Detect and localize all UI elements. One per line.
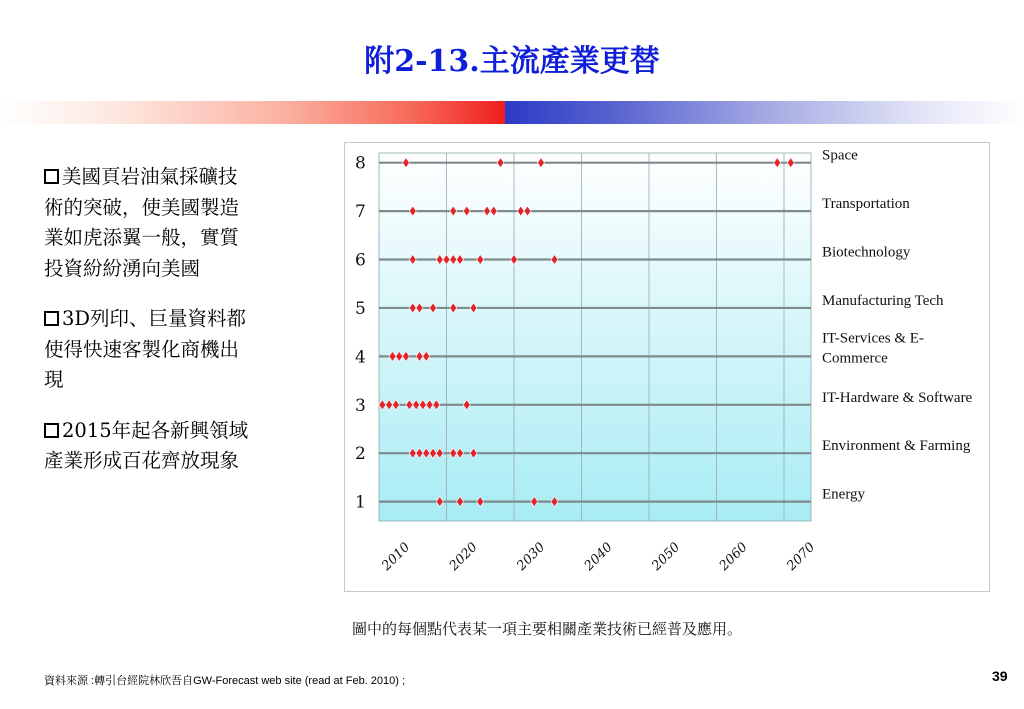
x-tick-label: 2040 (581, 539, 616, 574)
bullet-list (44, 162, 314, 497)
category-label: Biotechnology (822, 244, 911, 261)
x-tick-label: 2060 (716, 539, 751, 574)
page-number: 39 (992, 668, 1008, 684)
bullet-line: 2015年起各新興領域 (62, 418, 249, 442)
category-label: Environment & Farming (822, 438, 971, 455)
bullet-line: 現 (44, 368, 64, 391)
bullet-item (44, 304, 314, 396)
title-gradient-bar (0, 101, 1024, 124)
x-tick-label: 2010 (379, 539, 414, 574)
category-label: Energy (822, 486, 866, 503)
bullet-line: 美國頁岩油氣採礦技 (62, 165, 238, 188)
bullet-line: 業如虎添翼一般，實質 (44, 226, 240, 249)
y-tick-label: 4 (355, 347, 366, 368)
source-note: 資料來源 :轉引台經院林欣吾自GW-Forecast web site (read at Feb. 2010) ; (44, 675, 406, 687)
x-tick-label: 2070 (784, 539, 819, 574)
bullet-line: 3D列印、巨量資料都 (62, 307, 247, 330)
technology-timeline-chart (344, 142, 990, 592)
square-bullet-icon (44, 169, 59, 184)
slide-title: 附2-13.主流產業更替 (364, 44, 660, 79)
category-label: IT-Services & E- (822, 330, 924, 347)
x-tick-label: 2050 (649, 539, 684, 574)
chart-caption: 圖中的每個點代表某一項主要相關產業技術已經普及應用。 (352, 620, 743, 638)
category-label: Commerce (822, 350, 888, 367)
bullet-line: 術的突破，使美國製造 (44, 195, 240, 219)
x-tick-label: 2030 (514, 539, 549, 574)
y-tick-label: 1 (355, 492, 366, 513)
category-label: Space (822, 147, 858, 164)
bullet-line: 投資紛紛湧向美國 (44, 256, 201, 280)
category-label: Transportation (822, 196, 910, 213)
y-tick-label: 3 (355, 395, 366, 416)
category-label: IT-Hardware & Software (822, 389, 973, 406)
category-label: Manufacturing Tech (822, 292, 944, 309)
bullet-item (44, 162, 314, 284)
bullet-line: 產業形成百花齊放現象 (44, 449, 240, 472)
y-tick-label: 2 (355, 444, 366, 465)
square-bullet-icon (44, 311, 59, 326)
y-tick-label: 7 (355, 202, 366, 223)
x-tick-label: 2020 (446, 539, 481, 574)
y-tick-label: 5 (355, 298, 366, 319)
bullet-line: 使得快速客製化商機出 (44, 337, 240, 361)
square-bullet-icon (44, 423, 59, 438)
plot-area (379, 153, 811, 521)
bullet-item (44, 416, 314, 477)
y-tick-label: 8 (355, 153, 366, 174)
chart-svg (345, 143, 989, 591)
y-tick-label: 6 (355, 250, 366, 271)
